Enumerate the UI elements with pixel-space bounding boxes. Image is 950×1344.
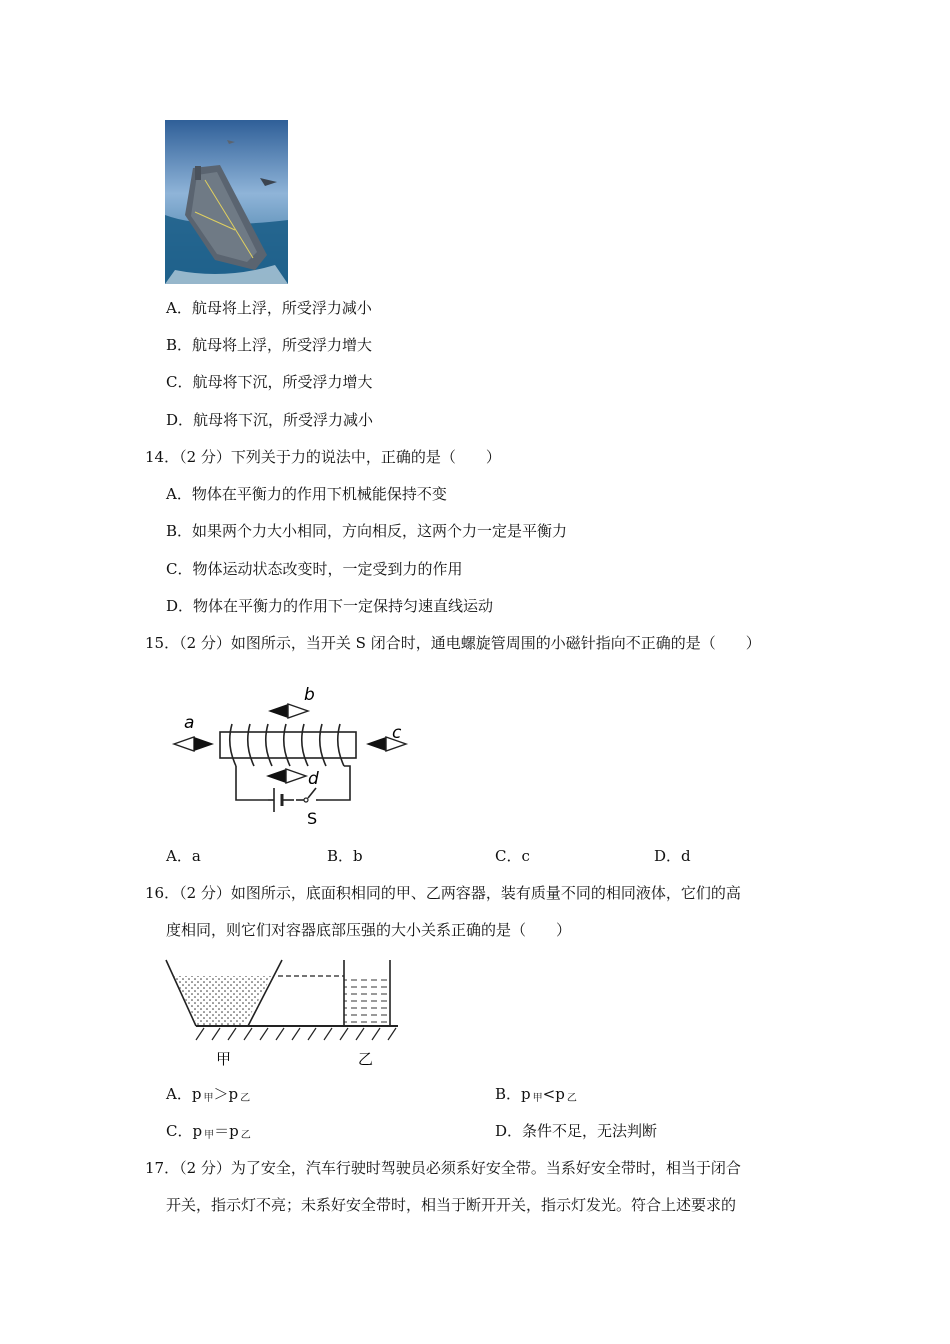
q13-option-c: C．航母将下沉，所受浮力增大 [166, 373, 373, 391]
label-d: d [308, 769, 319, 789]
q15-option-b: B．b [327, 847, 363, 865]
label-jia: 甲 [216, 1050, 232, 1068]
containers-diagram [160, 956, 410, 1071]
q14-option-c: C．物体运动状态改变时，一定受到力的作用 [166, 560, 463, 578]
q14-option-b: B．如果两个力大小相同，方向相反，这两个力一定是平衡力 [166, 522, 568, 540]
q14-option-d: D．物体在平衡力的作用下一定保持匀速直线运动 [166, 597, 494, 615]
q16-option-d: D．条件不足，无法判断 [495, 1122, 658, 1140]
q13-option-a: A．航母将上浮，所受浮力减小 [166, 299, 372, 317]
q13-option-b: B．航母将上浮，所受浮力增大 [166, 336, 373, 354]
label-s: S [307, 809, 318, 828]
q16-stem-line1: 16．（2 分）如图所示，底面积相同的甲、乙两容器，装有质量不同的相同液体，它们的高 [145, 884, 741, 902]
q17-stem-line2: 开关，指示灯不亮；未系好安全带时，相当于断开开关，指示灯发光。符合上述要求的 [166, 1196, 737, 1214]
q16-option-c: C．p $_甲$＝p $_乙$ [166, 1122, 251, 1141]
q13-option-d: D．航母将下沉，所受浮力减小 [166, 411, 374, 429]
label-a: a [184, 713, 195, 733]
label-b: b [304, 685, 315, 705]
q14-stem: 14．（2 分）下列关于力的说法中，正确的是（ ） [145, 448, 501, 466]
q16-option-a: A．p $_甲$＞p $_乙$ [166, 1085, 251, 1104]
q15-option-d: D．d [654, 847, 691, 865]
q15-option-a: A．a [166, 847, 201, 865]
q15-stem: 15．（2 分）如图所示，当开关 S 闭合时，通电螺旋管周围的小磁针指向不正确的是（ ） [145, 634, 761, 652]
solenoid-circuit-diagram [170, 680, 420, 830]
q17-stem-line1: 17．（2 分）为了安全，汽车行驶时驾驶员必须系好安全带。当系好安全带时，相当于闭合 [145, 1159, 741, 1177]
label-c: c [392, 723, 402, 743]
q16-option-b: B．p $_甲$<p $_乙$ [495, 1085, 577, 1104]
q16-stem-line2: 度相同，则它们对容器底部压强的大小关系正确的是（ ） [166, 921, 572, 939]
q15-option-c: C．c [495, 847, 530, 865]
aircraft-carrier-photo [165, 120, 288, 284]
q14-option-a: A．物体在平衡力的作用下机械能保持不变 [166, 485, 447, 503]
label-yi: 乙 [358, 1050, 374, 1068]
